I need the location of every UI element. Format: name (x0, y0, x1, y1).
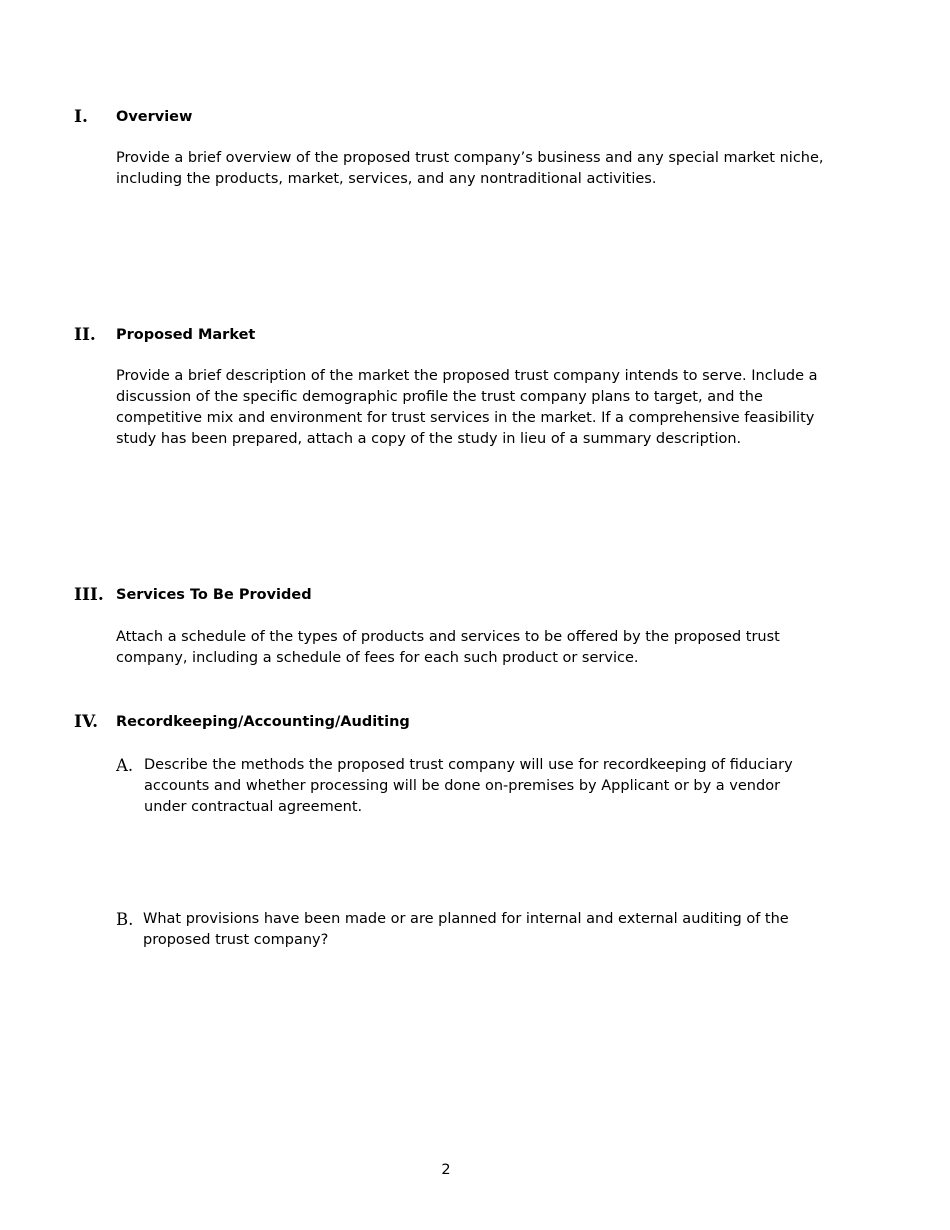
section-3-title: Services To Be Provided (116, 587, 312, 603)
section-4-numeral: IV. (74, 712, 99, 732)
section-4-title: Recordkeeping/Accounting/Auditing (116, 714, 410, 730)
section-1-title: Overview (116, 109, 193, 125)
section-2-body: Provide a brief description of the market the proposed trust company intends to serve. Include a discussion of the specific demographic profile the trust company plans to target, and the competitive mix and environment for trust services in the market. If a comprehensive feasibility study has been prepared, attach a copy of the study in lieu of a summary description. (116, 368, 818, 447)
section-1-numeral: I. (74, 107, 88, 127)
section-4-item-a (116, 755, 816, 825)
section-4-heading (0, 710, 950, 734)
item-a-text: Describe the methods the proposed trust company will use for recordkeeping of fiduciary accounts and whether processing will be done on-premises by Applicant or by a vendor under contractual agreement. (144, 757, 793, 815)
section-3-heading (0, 583, 950, 607)
section-2-numeral: II. (74, 325, 96, 345)
section-2-heading (0, 323, 950, 347)
section-4-item-b (116, 909, 816, 979)
item-a-letter: A. (116, 756, 134, 775)
section-3-numeral: III. (74, 585, 104, 605)
item-b-letter: B. (116, 910, 134, 929)
item-b-text: What provisions have been made or are planned for internal and external auditing of the proposed trust company? (143, 911, 789, 948)
section-1-heading (0, 105, 950, 129)
section-3-body: Attach a schedule of the types of products and services to be offered by the proposed trust company, including a schedule of fees for each such product or service. (116, 629, 780, 666)
page-number: 2 (441, 1162, 451, 1178)
section-1-body: Provide a brief overview of the proposed trust company’s business and any special market niche, including the products, market, services, and any nontraditional activities. (116, 150, 824, 187)
section-2-title: Proposed Market (116, 327, 256, 343)
